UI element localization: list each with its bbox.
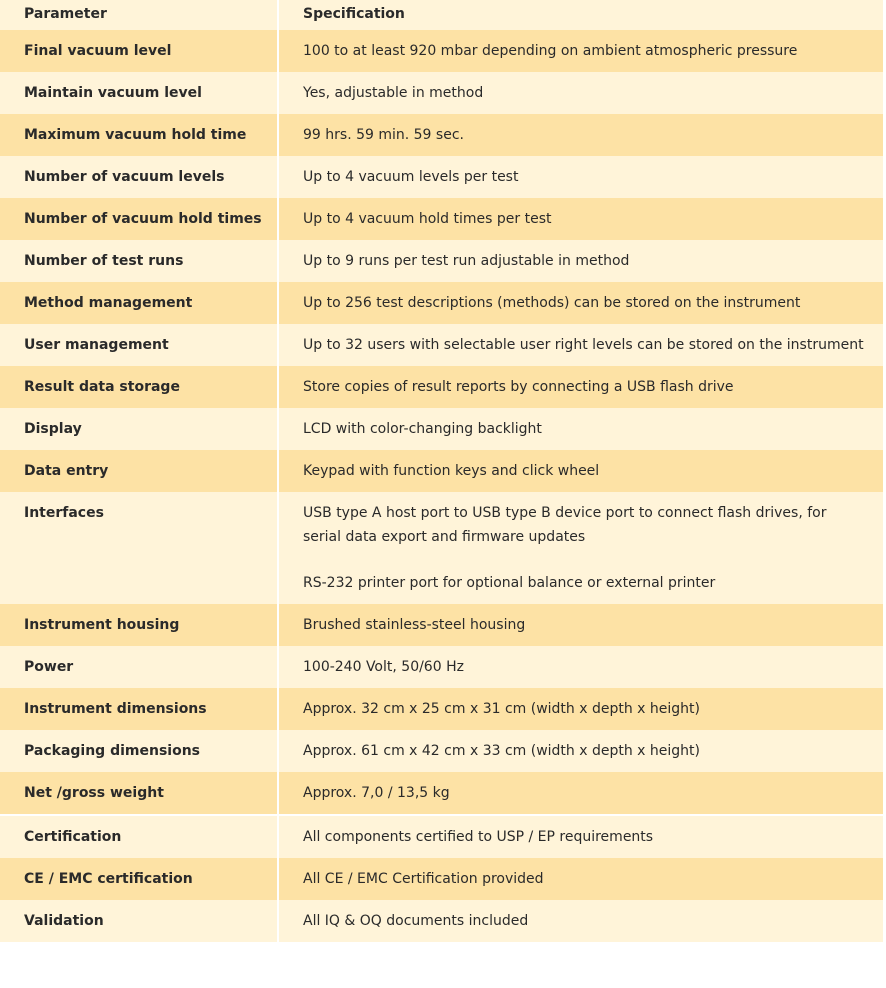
table-row — [0, 772, 883, 815]
specification-cell: Up to 256 test descriptions (methods) can be stored on the instrument — [278, 282, 883, 324]
parameter-cell: Result data storage — [0, 366, 278, 408]
specification-cell: Store copies of result reports by connecting a USB flash drive — [278, 366, 883, 408]
table-row — [0, 900, 883, 942]
table-row — [0, 604, 883, 646]
specification-cell: LCD with color-changing backlight — [278, 408, 883, 450]
specification-cell: Up to 32 users with selectable user right levels can be stored on the instrument — [278, 324, 883, 366]
parameter-cell: Number of vacuum levels — [0, 156, 278, 198]
parameter-cell: Display — [0, 408, 278, 450]
specification-cell: 100 to at least 920 mbar depending on ambient atmospheric pressure — [278, 30, 883, 72]
parameter-cell: Instrument dimensions — [0, 688, 278, 730]
specification-cell — [278, 492, 883, 604]
specification-cell: Up to 4 vacuum levels per test — [278, 156, 883, 198]
parameter-cell: Power — [0, 646, 278, 688]
column-header-parameter: Parameter — [0, 0, 278, 30]
specification-cell: All IQ & OQ documents included — [278, 900, 883, 942]
specification-cell: 99 hrs. 59 min. 59 sec. — [278, 114, 883, 156]
specification-cell: Yes, adjustable in method — [278, 72, 883, 114]
parameter-cell: CE / EMC certification — [0, 858, 278, 900]
table-row — [0, 408, 883, 450]
parameter-cell: Maintain vacuum level — [0, 72, 278, 114]
specification-cell: 100-240 Volt, 50/60 Hz — [278, 646, 883, 688]
parameter-cell: Maximum vacuum hold time — [0, 114, 278, 156]
specification-cell: All CE / EMC Certification provided — [278, 858, 883, 900]
parameter-cell: Certification — [0, 815, 278, 858]
parameter-cell: Data entry — [0, 450, 278, 492]
parameter-cell: Number of test runs — [0, 240, 278, 282]
parameter-cell: Interfaces — [0, 492, 278, 604]
table-row — [0, 324, 883, 366]
specification-text: RS-232 printer port for optional balance or external printer — [303, 575, 716, 591]
column-header-specification: Specification — [278, 0, 883, 30]
specification-cell: All components certified to USP / EP requirements — [278, 815, 883, 858]
parameter-cell: User management — [0, 324, 278, 366]
table-row — [0, 366, 883, 408]
table-row — [0, 30, 883, 72]
specification-cell: Up to 9 runs per test run adjustable in method — [278, 240, 883, 282]
table-row — [0, 156, 883, 198]
specification-cell: Approx. 32 cm x 25 cm x 31 cm (width x depth x height) — [278, 688, 883, 730]
table-row — [0, 198, 883, 240]
specification-cell: Brushed stainless-steel housing — [278, 604, 883, 646]
paragraph-gap — [303, 549, 865, 571]
table-row — [0, 858, 883, 900]
parameter-cell: Final vacuum level — [0, 30, 278, 72]
specification-cell: Approx. 61 cm x 42 cm x 33 cm (width x depth x height) — [278, 730, 883, 772]
table-row — [0, 815, 883, 858]
parameter-cell: Validation — [0, 900, 278, 942]
parameter-cell: Number of vacuum hold times — [0, 198, 278, 240]
specification-cell: Approx. 7,0 / 13,5 kg — [278, 772, 883, 815]
table-row — [0, 282, 883, 324]
table-row — [0, 492, 883, 604]
table-row — [0, 72, 883, 114]
specification-cell: Up to 4 vacuum hold times per test — [278, 198, 883, 240]
table-row — [0, 114, 883, 156]
table-row — [0, 730, 883, 772]
specification-text: USB type A host port to USB type B device port to connect flash drives, for serial data export and firmware updates — [303, 505, 827, 545]
table-row — [0, 646, 883, 688]
parameter-cell: Net /gross weight — [0, 772, 278, 815]
parameter-cell: Instrument housing — [0, 604, 278, 646]
specification-cell: Keypad with function keys and click wheel — [278, 450, 883, 492]
table-row — [0, 240, 883, 282]
parameter-cell: Method management — [0, 282, 278, 324]
table-row — [0, 688, 883, 730]
table-row — [0, 450, 883, 492]
table-header-row — [0, 0, 883, 30]
parameter-cell: Packaging dimensions — [0, 730, 278, 772]
